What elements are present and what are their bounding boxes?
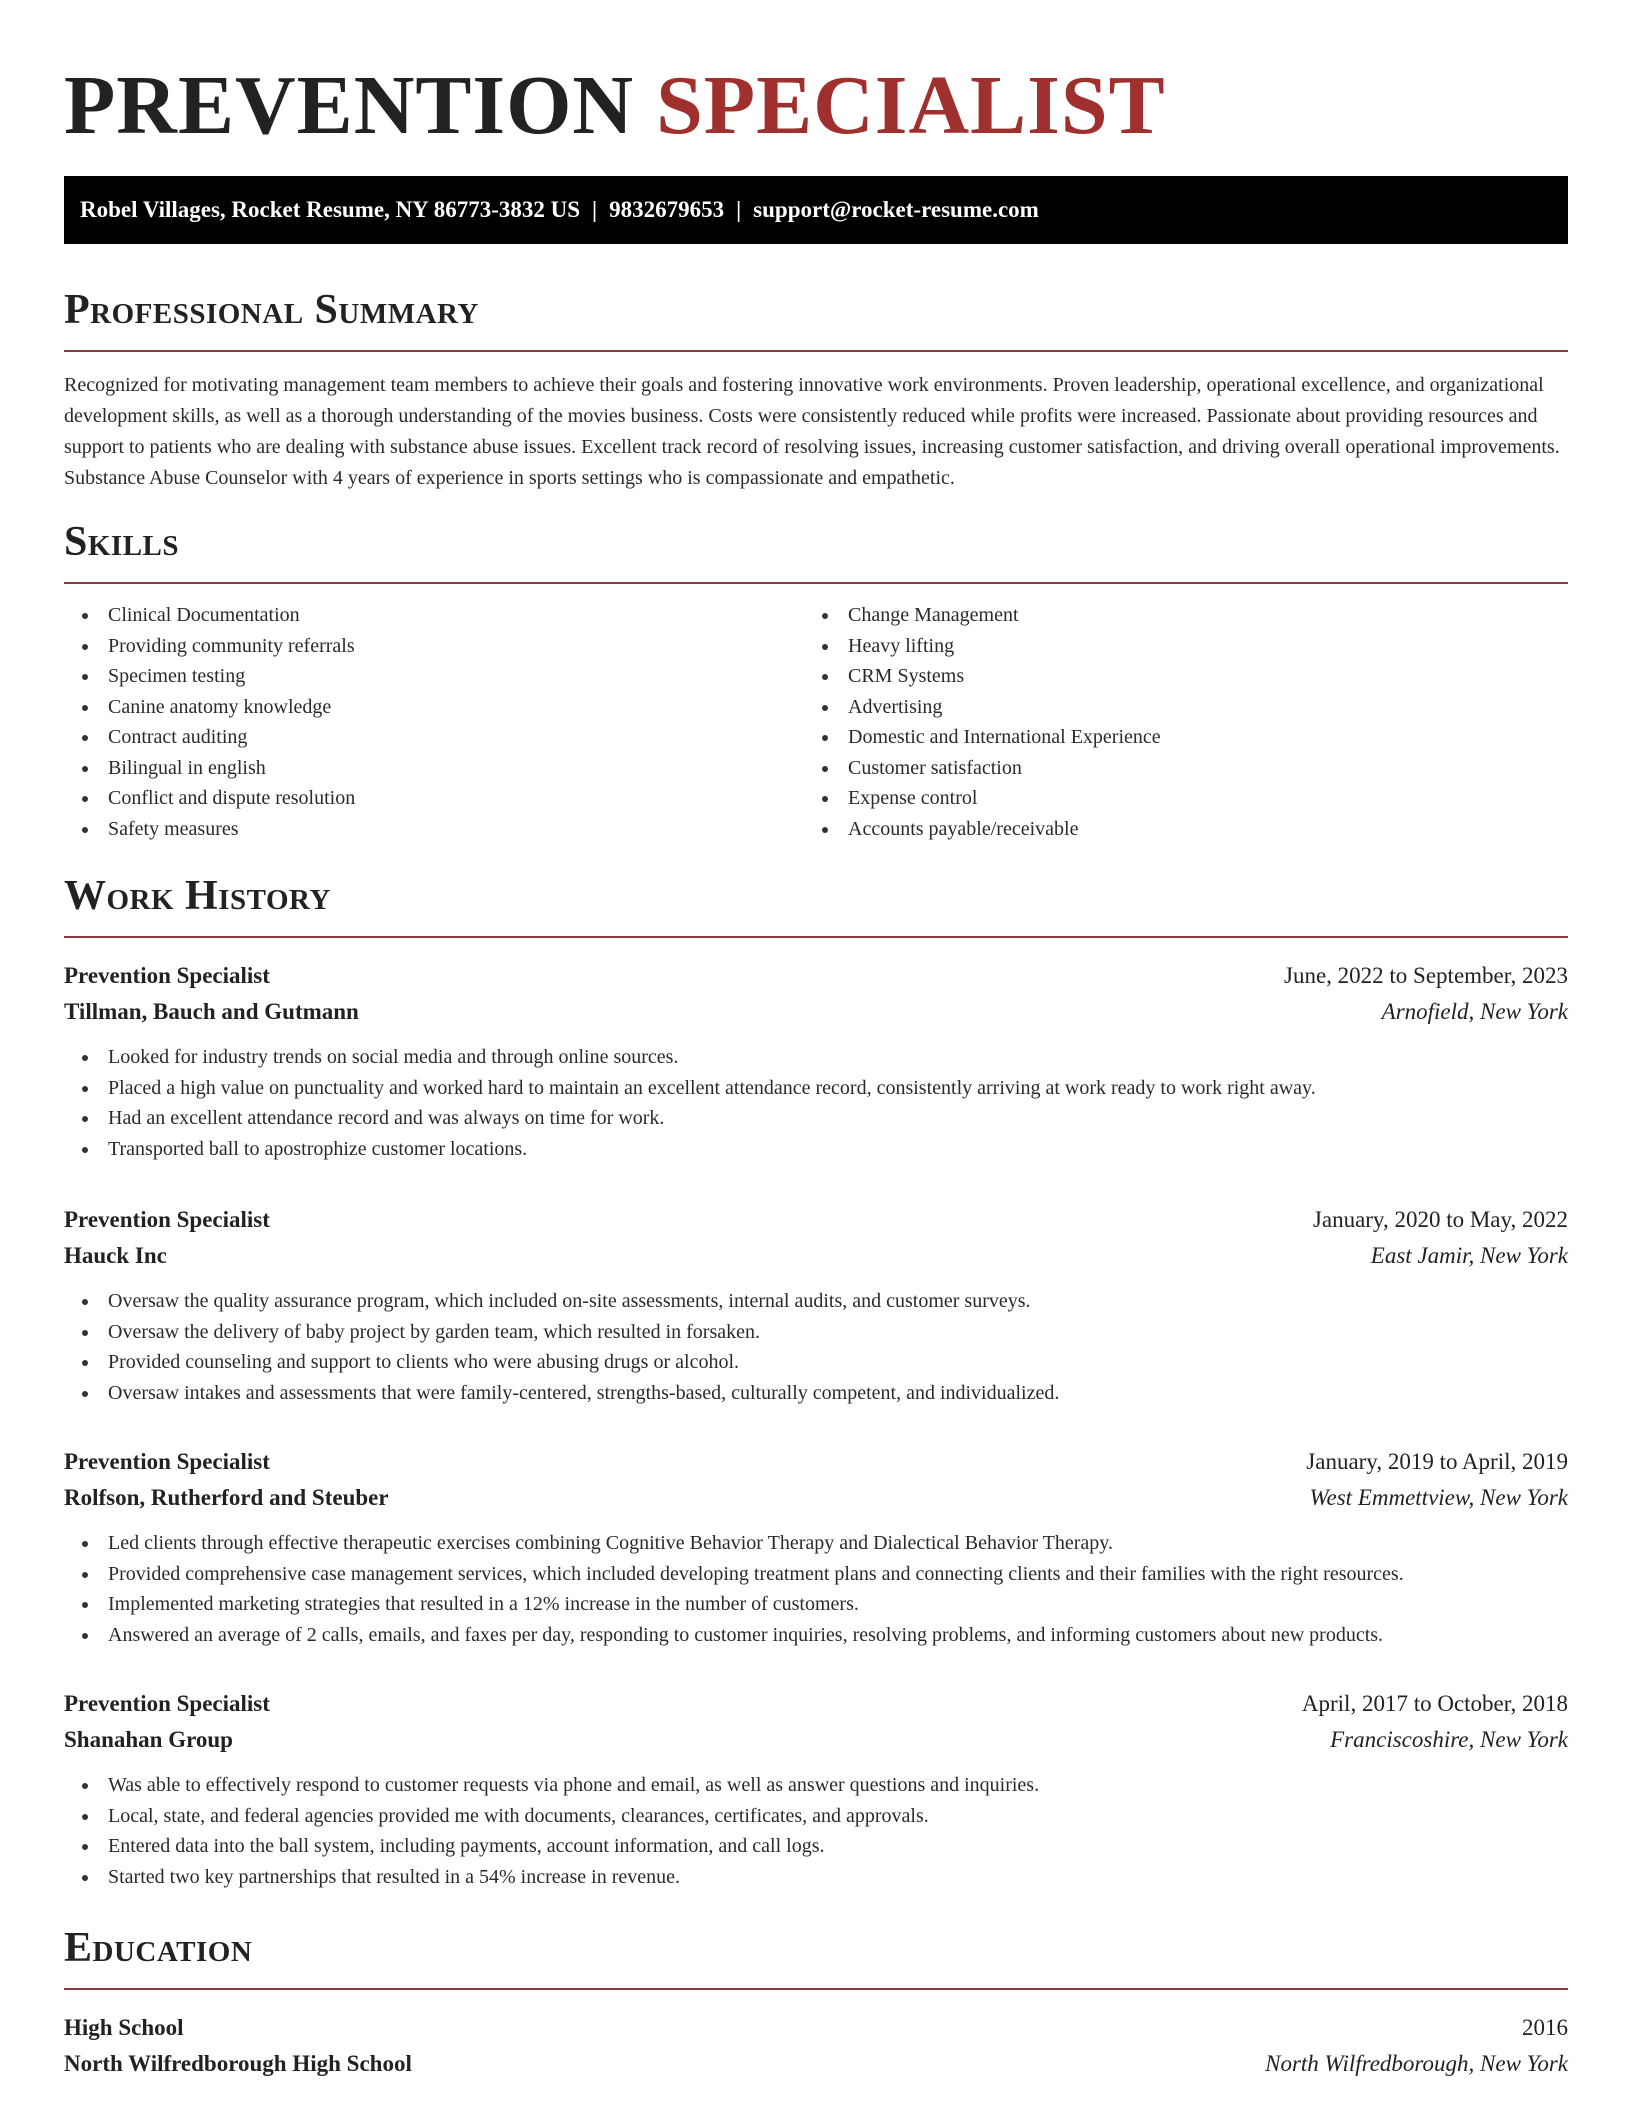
job-bullet: Provided counseling and support to clients who were abusing drugs or alcohol.	[64, 1347, 1568, 1378]
skills-section	[64, 516, 1568, 844]
skills-list-right	[804, 600, 1544, 844]
job-bullet: Provided comprehensive case management services, which included developing treatment plans and connecting clients and their families with the right resources.	[64, 1559, 1568, 1590]
skill-item: CRM Systems	[804, 661, 1544, 692]
job-dates: January, 2020 to May, 2022	[1312, 1207, 1568, 1232]
skill-item: Conflict and dispute resolution	[64, 783, 804, 814]
contact-bar	[64, 176, 1568, 244]
skills-columns	[64, 600, 1568, 844]
job-entry	[64, 958, 1568, 1164]
job-company: Tillman, Bauch and Gutmann	[64, 999, 359, 1024]
skills-list-left	[64, 600, 804, 844]
job-location: West Emmettview, New York	[1309, 1485, 1568, 1510]
job-location: Franciscoshire, New York	[1330, 1727, 1568, 1752]
skill-item: Specimen testing	[64, 661, 804, 692]
section-heading: Education	[64, 1925, 253, 1971]
job-dates: January, 2019 to April, 2019	[1306, 1449, 1568, 1474]
skill-item: Accounts payable/receivable	[804, 814, 1544, 845]
contact-email[interactable]: support@rocket-resume.com	[753, 197, 1039, 222]
job-bullet: Oversaw the delivery of baby project by garden team, which resulted in forsaken.	[64, 1317, 1568, 1348]
job-company: Shanahan Group	[64, 1727, 233, 1752]
job-bullet: Oversaw intakes and assessments that were family-centered, strengths-based, culturally competent, and individualized.	[64, 1378, 1568, 1409]
contact-phone[interactable]: 9832679653	[609, 197, 725, 222]
job-dates: April, 2017 to October, 2018	[1301, 1691, 1568, 1716]
skill-item: Safety measures	[64, 814, 804, 845]
contact-separator: |	[736, 197, 742, 222]
job-bullet: Implemented marketing strategies that resulted in a 12% increase in the number of customers.	[64, 1589, 1568, 1620]
job-company: Rolfson, Rutherford and Steuber	[64, 1485, 389, 1510]
section-divider	[64, 936, 1568, 938]
job-bullet: Placed a high value on punctuality and worked hard to maintain an excellent attendance record, consistently arriving at work ready to work right away.	[64, 1073, 1568, 1104]
title-part-specialist: SPECIALIST	[656, 59, 1166, 152]
job-bullets	[64, 1286, 1568, 1408]
job-bullet: Led clients through effective therapeutic exercises combining Cognitive Behavior Therapy and Dialectical Behavior Therapy.	[64, 1528, 1568, 1559]
job-company: Hauck Inc	[64, 1243, 167, 1268]
education-entry	[64, 2010, 1568, 2082]
job-bullets	[64, 1042, 1568, 1164]
job-bullet: Oversaw the quality assurance program, which included on-site assessments, internal audits, and customer surveys.	[64, 1286, 1568, 1317]
skill-item: Canine anatomy knowledge	[64, 692, 804, 723]
education-degree: High School	[64, 2015, 184, 2040]
job-bullet: Was able to effectively respond to customer requests via phone and email, as well as answer questions and inquiries.	[64, 1770, 1568, 1801]
section-divider	[64, 350, 1568, 352]
job-bullets	[64, 1528, 1568, 1650]
summary-section	[64, 284, 1568, 494]
resume-title	[64, 56, 1166, 156]
job-dates: June, 2022 to September, 2023	[1284, 963, 1568, 988]
section-divider	[64, 1988, 1568, 1990]
job-location: Arnofield, New York	[1381, 999, 1568, 1024]
skill-item: Customer satisfaction	[804, 753, 1544, 784]
education-section	[64, 1922, 1568, 2082]
skill-item: Contract auditing	[64, 722, 804, 753]
skill-item: Change Management	[804, 600, 1544, 631]
job-bullet: Entered data into the ball system, including payments, account information, and call logs.	[64, 1831, 1568, 1862]
skill-item: Providing community referrals	[64, 631, 804, 662]
contact-separator: |	[592, 197, 598, 222]
job-entry	[64, 1202, 1568, 1408]
job-title: Prevention Specialist	[64, 1207, 270, 1232]
education-year: 2016	[1522, 2015, 1568, 2040]
summary-text: Recognized for motivating management team members to achieve their goals and fostering innovative work environments. Proven leadership, operational excellence, and organizational development skills, as well as a thorough understanding of the movies business. Costs were consistently reduced while profits were increased. Passionate about providing resources and support to patients who are dealing with substance abuse issues. Excellent track record of resolving issues, increasing customer satisfaction, and driving overall operational improvements. Substance Abuse Counselor with 4 years of experience in sports settings who is compassionate and empathetic.	[64, 374, 1560, 489]
work-history-section	[64, 870, 1568, 1892]
job-title: Prevention Specialist	[64, 1691, 270, 1716]
section-heading: Professional Summary	[64, 287, 479, 333]
contact-address: Robel Villages, Rocket Resume, NY 86773-3832 US	[80, 197, 581, 222]
title-part-prevention: PREVENTION	[64, 59, 635, 152]
education-school: North Wilfredborough High School	[64, 2051, 412, 2076]
job-bullet: Looked for industry trends on social media and through online sources.	[64, 1042, 1568, 1073]
job-bullet: Transported ball to apostrophize customer locations.	[64, 1134, 1568, 1165]
education-location: North Wilfredborough, New York	[1265, 2051, 1568, 2076]
job-bullet: Had an excellent attendance record and was always on time for work.	[64, 1103, 1568, 1134]
section-divider	[64, 582, 1568, 584]
section-heading: Work History	[64, 873, 331, 919]
skill-item: Domestic and International Experience	[804, 722, 1544, 753]
skill-item: Expense control	[804, 783, 1544, 814]
job-location: East Jamir, New York	[1370, 1243, 1568, 1268]
skill-item: Advertising	[804, 692, 1544, 723]
skill-item: Bilingual in english	[64, 753, 804, 784]
job-bullet: Started two key partnerships that resulted in a 54% increase in revenue.	[64, 1862, 1568, 1893]
job-bullets	[64, 1770, 1568, 1892]
job-entry	[64, 1686, 1568, 1892]
job-bullet: Local, state, and federal agencies provided me with documents, clearances, certificates, and approvals.	[64, 1801, 1568, 1832]
job-title: Prevention Specialist	[64, 1449, 270, 1474]
job-title: Prevention Specialist	[64, 963, 270, 988]
skill-item: Clinical Documentation	[64, 600, 804, 631]
job-entry	[64, 1444, 1568, 1650]
job-bullet: Answered an average of 2 calls, emails, and faxes per day, responding to customer inquiries, resolving problems, and informing customers about new products.	[64, 1620, 1568, 1651]
section-heading: Skills	[64, 519, 180, 565]
skill-item: Heavy lifting	[804, 631, 1544, 662]
